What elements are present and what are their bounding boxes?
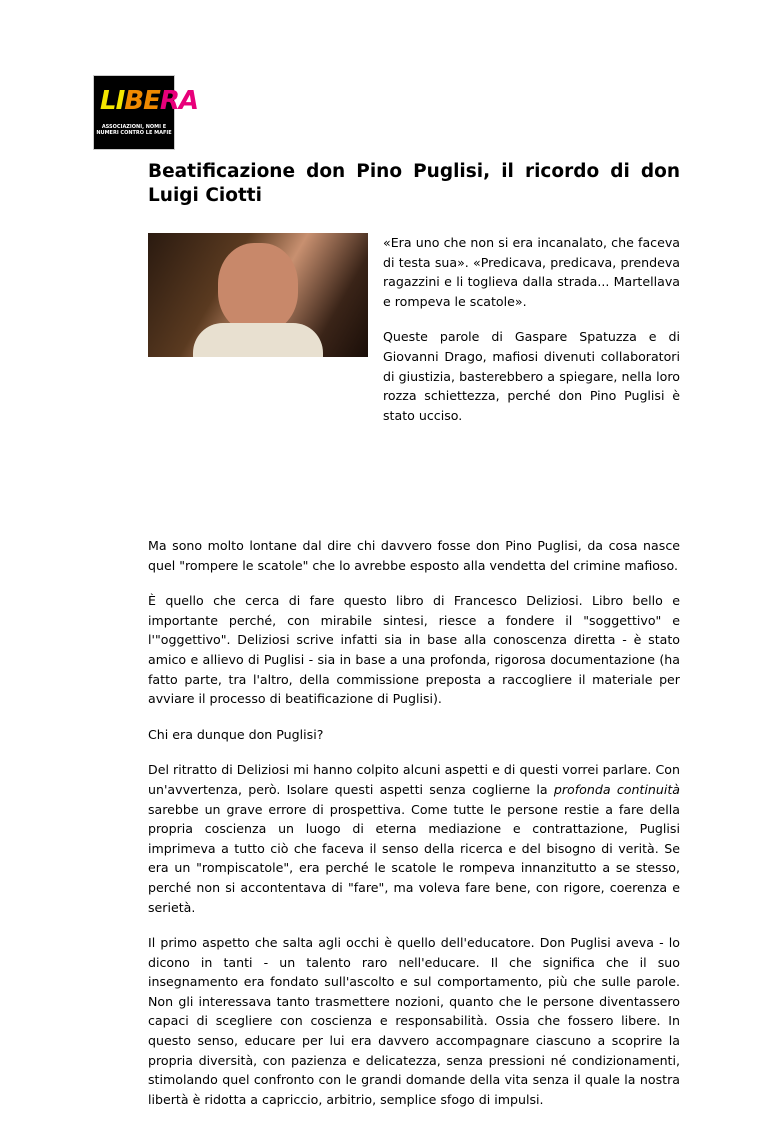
italic-emphasis: profonda continuità (553, 781, 680, 797)
body-paragraph: Chi era dunque don Puglisi? (148, 726, 324, 742)
libera-logo (93, 75, 198, 150)
intro-paragraph: Queste parole di Gaspare Spatuzza e di Giovanni Drago, mafiosi divenuti collaboratori di giustizia, basterebbero a spiegare, nella loro rozza schiettezza, perché don Pino Puglisi è stato ucciso. (383, 329, 680, 423)
body-paragraph: È quello che cerca di fare questo libro di Francesco Deliziosi. Libro bello e importante perché, con mirabile sintesi, riesce a fondere il "soggettivo" e l'"oggettivo". Deliziosi scrive infatti sia in base alla conoscenza diretta - è stato amico e allievo di Puglisi - sia in base a una profonda, rigorosa documentazione (ha fatto parte, tra l'altro, della commissione preposta a raccogliere il materiale per avviare il processo di beatificazione di Puglisi). (148, 593, 680, 707)
body-paragraph: Ma sono molto lontane dal dire chi davvero fosse don Pino Puglisi, da cosa nasce quel "rompere le scatole" che lo avrebbe esposto alla vendetta del crimine mafioso. (148, 538, 680, 573)
quote-paragraph: «Era uno che non si era incanalato, che faceva di testa sua». «Predicava, predicava, prendeva ragazzini e li toglieva dalla strada... Martellava e rompeva le scatole». (383, 235, 680, 309)
body-paragraph (148, 760, 680, 917)
portrait-photo (148, 233, 368, 357)
logo-wordmark: LIBERA (100, 86, 198, 116)
article-title: Beatificazione don Pino Puglisi, il ricordo di don Luigi Ciotti (148, 161, 680, 206)
logo-subtitle: ASSOCIAZIONI, NOMI E NUMERI CONTRO LE MAFIE (96, 124, 172, 136)
text-run: sarebbe un grave errore di prospettiva. Come tutte le persone restie a fare della propria coscienza un luogo di eterna mediazione e contrattazione, Puglisi imprimeva a tutto ciò che faceva il senso della ricerca e del bisogno di verità. Se era un "rompiscatole", era perché le scatole le rompeva innanzitutto a se stesso, perché non si accontentava di "fare", ma voleva fare bene, con rigore, coerenza e serietà. (148, 801, 680, 915)
intro-column (383, 233, 680, 441)
text-run: Del ritratto di Deliziosi mi hanno colpito alcuni aspetti e di questi vorrei parlare. Con un'avvertenza, però. Isolare questi aspetti senza coglierne la (148, 762, 680, 797)
article-body (148, 536, 680, 1125)
body-paragraph: Il primo aspetto che salta agli occhi è quello dell'educatore. Don Puglisi aveva - lo dicono in tanti - un talento raro nell'educare. Il che significa che il suo insegnamento era fondato sull'ascolto e sul comportamento, più che sulle parole. Non gli interessava tanto trasmettere nozioni, quanto che le persone diventassero capaci di scegliere con coscienza e responsabilità. Ossia che fossero libere. In questo senso, educare per lui era davvero accompagnare ciascuno a scoprire la propria diversità, con pazienza e delicatezza, senza pressioni né condizionamenti, stimolando quel confronto con le grandi domande della vita senza il quale la nostra libertà è ridotta a capriccio, arbitrio, semplice sfogo di impulsi. (148, 935, 680, 1107)
